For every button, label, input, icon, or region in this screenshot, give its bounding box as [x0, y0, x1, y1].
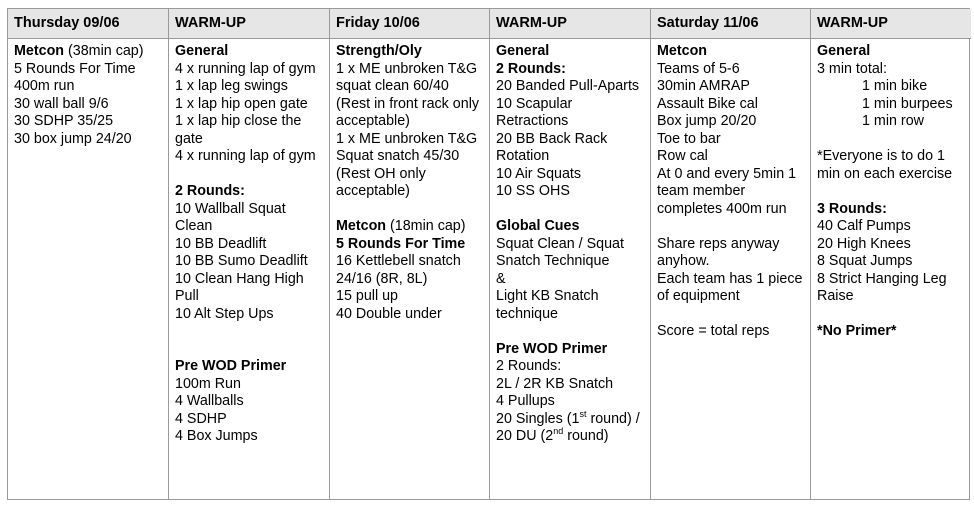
list-item: 15 pull up [336, 288, 399, 304]
friday-metcon-title [336, 218, 484, 236]
ordinal-suffix: nd [553, 426, 564, 436]
list-item: 10 SS OHS [496, 183, 570, 199]
list-item: 10 Scapular Retractions [496, 95, 573, 129]
header-warmup-thursday: WARM-UP [169, 9, 330, 39]
cues-heading: Global Cues [496, 218, 580, 234]
rounds-heading: 2 Rounds: [175, 183, 245, 199]
list-item: 16 Kettlebell snatch 24/16 (8R, 8L) [336, 253, 461, 287]
list-item: 1 x lap hip open gate [175, 95, 308, 112]
list-item: At 0 and every 5min 1 team member completes 400m run [657, 165, 797, 217]
thursday-cell [8, 39, 169, 499]
singles-text: 20 Singles (1 [496, 410, 580, 427]
primer-heading: Pre WOD Primer [496, 340, 608, 357]
list-item: 100m Run [175, 375, 241, 392]
list-item: Row cal [657, 148, 708, 164]
list-item [496, 408, 645, 446]
list-item: 10 Air Squats [496, 165, 582, 182]
list-item: 1 min row [862, 113, 924, 129]
general-heading: General [817, 43, 871, 59]
strength-heading: Strength/Oly [336, 43, 422, 59]
list-item: 400m run [14, 78, 75, 94]
list-item: 4 x running lap of gym [175, 148, 316, 164]
list-item: 20 High Knees [817, 235, 911, 252]
primer-heading: Pre WOD Primer [175, 358, 287, 374]
list-item: 10 BB Deadlift [175, 235, 267, 252]
metcon-cap: (18min cap) [386, 218, 466, 234]
list-item: (Rest OH only acceptable) [336, 165, 426, 199]
header-saturday: Saturday 11/06 [651, 9, 811, 39]
list-item: 4 x running lap of gym [175, 60, 316, 77]
thursday-warmup-cell [169, 39, 330, 499]
list-item: 20 BB Back Rack Rotation [496, 130, 608, 164]
list-item: Squat Clean / Squat Snatch Technique [496, 235, 624, 269]
header-warmup-saturday: WARM-UP [811, 9, 971, 39]
list-item: Toe to bar [657, 130, 721, 147]
header-warmup-friday: WARM-UP [490, 9, 651, 39]
list-item: 30 box jump 24/20 [14, 130, 132, 147]
list-item: 30min AMRAP [657, 78, 750, 94]
list-item: (Rest in front rack only acceptable) [336, 95, 480, 129]
metcon-cap: (38min cap) [64, 43, 144, 59]
thursday-metcon-title [14, 43, 163, 61]
ordinal-suffix: st [579, 408, 587, 419]
note: *Everyone is to do 1 min on each exercise [817, 148, 953, 182]
rounds-heading: 2 Rounds: [496, 60, 566, 77]
list-item: 10 Clean Hang High Pull [175, 270, 304, 304]
saturday-cell [651, 39, 811, 499]
list-item: 3 min total: [817, 60, 887, 77]
list-item: 8 Strict Hanging Leg Raise [817, 270, 947, 304]
general-heading: General [496, 43, 550, 59]
list-item: 8 Squat Jumps [817, 253, 913, 269]
list-item: Share reps anyway anyhow. [657, 235, 780, 269]
schedule-table [7, 8, 970, 500]
list-item: 4 SDHP [175, 410, 227, 427]
list-item: 1 x ME unbroken T&G squat clean 60/40 [336, 60, 478, 94]
list-item: 4 Pullups [496, 393, 555, 409]
list-item: 1 min burpees [862, 95, 953, 112]
singles-text: round) [563, 428, 609, 444]
list-item: 4 Wallballs [175, 393, 244, 409]
general-heading: General [175, 43, 229, 59]
list-item: 10 BB Sumo Deadlift [175, 253, 308, 269]
list-item: 10 Wallball Squat Clean [175, 200, 286, 234]
list-item: Assault Bike cal [657, 95, 758, 112]
list-item: 1 x lap hip close the gate [175, 113, 302, 147]
list-item: 1 x ME unbroken T&G Squat snatch 45/30 [336, 130, 478, 164]
metcon-label: Metcon [336, 218, 387, 234]
list-item: 2 Rounds: [496, 358, 562, 374]
no-primer-note: *No Primer* [817, 323, 897, 339]
list-item: Teams of 5-6 [657, 60, 740, 77]
saturday-warmup-cell [811, 39, 971, 499]
list-item: 5 Rounds For Time [14, 60, 136, 77]
list-item: 10 Alt Step Ups [175, 305, 274, 322]
list-item: 30 SDHP 35/25 [14, 113, 114, 129]
list-item: Each team has 1 piece of equipment [657, 270, 803, 304]
metcon-label: Metcon [657, 43, 708, 59]
list-item: 1 min bike [862, 78, 928, 94]
header-friday: Friday 10/06 [330, 9, 490, 39]
list-item: 4 Box Jumps [175, 428, 258, 444]
header-thursday: Thursday 09/06 [8, 9, 169, 39]
list-item: & [496, 270, 506, 287]
metcon-label: Metcon [14, 43, 65, 59]
list-item: 20 Banded Pull-Aparts [496, 78, 640, 94]
list-item: 40 Double under [336, 305, 442, 322]
list-item: 2L / 2R KB Snatch [496, 375, 614, 392]
list-item: Light KB Snatch technique [496, 288, 599, 322]
list-item: 30 wall ball 9/6 [14, 95, 109, 112]
score-line: Score = total reps [657, 323, 770, 339]
metcon-format: 5 Rounds For Time [336, 235, 466, 252]
list-item: Box jump 20/20 [657, 113, 757, 129]
list-item: 40 Calf Pumps [817, 218, 911, 234]
rounds-heading: 3 Rounds: [817, 200, 887, 217]
friday-cell [330, 39, 490, 499]
list-item: 1 x lap leg swings [175, 78, 288, 94]
friday-warmup-cell [490, 39, 651, 499]
singles-text: round) / 20 DU (2 [496, 410, 640, 444]
